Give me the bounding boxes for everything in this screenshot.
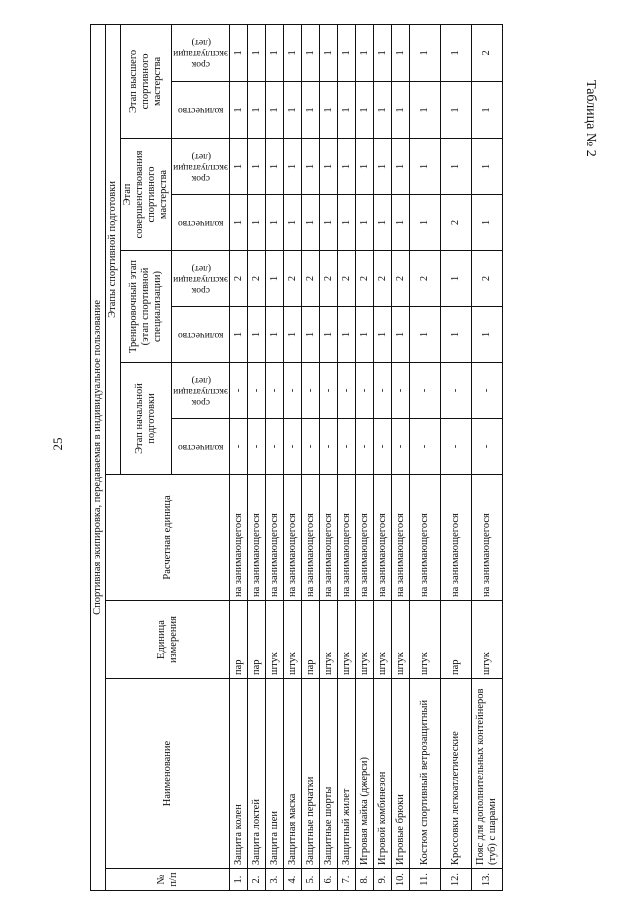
- table-row: [392, 24, 410, 890]
- term-header: срок эксплуатации (лет): [172, 251, 230, 307]
- item-unit: штук: [338, 601, 356, 679]
- term-cell: 2: [374, 251, 392, 307]
- item-unit: штук: [410, 601, 441, 679]
- term-cell: 1: [320, 24, 338, 81]
- term-cell: 1: [374, 24, 392, 81]
- qty-cell: -: [302, 419, 320, 475]
- term-cell: 1: [356, 139, 374, 195]
- col-calc-header: Расчетная единица: [106, 475, 230, 601]
- term-cell: 1: [410, 139, 441, 195]
- stage-training-header: Тренировочный этап (этап спортивной специализации): [121, 251, 172, 363]
- qty-cell: -: [392, 419, 410, 475]
- qty-cell: 1: [356, 82, 374, 139]
- qty-cell: 1: [374, 307, 392, 363]
- qty-cell: 1: [441, 82, 472, 139]
- row-number: 2.: [248, 869, 266, 891]
- term-cell: 1: [374, 139, 392, 195]
- term-cell: 2: [356, 251, 374, 307]
- table-row: [266, 24, 284, 890]
- item-calc-unit: на занимающегося: [266, 475, 284, 601]
- row-number: 12.: [441, 869, 472, 891]
- qty-cell: 1: [320, 82, 338, 139]
- qty-cell: 1: [284, 307, 302, 363]
- row-number: 1.: [230, 869, 248, 891]
- qty-cell: -: [441, 419, 472, 475]
- row-number: 5.: [302, 869, 320, 891]
- item-calc-unit: на занимающегося: [248, 475, 266, 601]
- qty-cell: -: [374, 419, 392, 475]
- qty-cell: 1: [392, 307, 410, 363]
- term-cell: 2: [392, 251, 410, 307]
- item-calc-unit: на занимающегося: [374, 475, 392, 601]
- term-cell: 1: [338, 139, 356, 195]
- term-cell: 1: [284, 24, 302, 81]
- qty-cell: -: [338, 419, 356, 475]
- qty-cell: 1: [374, 195, 392, 251]
- qty-cell: 1: [248, 195, 266, 251]
- item-name: Пояс для дополнительных контейнеров (туб) с шарами: [472, 679, 503, 869]
- table-row: [284, 24, 302, 890]
- term-cell: 1: [441, 251, 472, 307]
- qty-cell: 1: [338, 82, 356, 139]
- term-cell: 1: [230, 139, 248, 195]
- item-name: Игровая майка (джерси): [356, 679, 374, 869]
- item-name: Кроссовки легкоатлетические: [441, 679, 472, 869]
- term-cell: -: [472, 363, 503, 419]
- top-header: Спортивная экипировка, передаваемая в индивидуальное пользование: [91, 24, 106, 890]
- table-row: [230, 24, 248, 890]
- row-number: 7.: [338, 869, 356, 891]
- qty-cell: 1: [302, 82, 320, 139]
- page-number: 25: [50, 437, 65, 451]
- col-num-header: № п/п: [106, 869, 230, 891]
- qty-cell: 1: [266, 307, 284, 363]
- qty-cell: 1: [374, 82, 392, 139]
- qty-cell: 1: [410, 195, 441, 251]
- item-name: Защитные перчатки: [302, 679, 320, 869]
- qty-cell: -: [320, 419, 338, 475]
- qty-cell: 1: [248, 307, 266, 363]
- term-cell: 2: [410, 251, 441, 307]
- table-row: [410, 24, 441, 890]
- qty-cell: 1: [266, 82, 284, 139]
- term-cell: -: [392, 363, 410, 419]
- term-cell: 1: [338, 24, 356, 81]
- term-cell: -: [266, 363, 284, 419]
- col-unit-header: Единица измерения: [106, 601, 230, 679]
- equipment-table-wrapper: [90, 25, 635, 891]
- qty-cell: -: [284, 419, 302, 475]
- term-header: срок эксплуатации (лет): [172, 24, 230, 81]
- term-cell: 1: [410, 24, 441, 81]
- item-unit: штук: [374, 601, 392, 679]
- qty-cell: -: [266, 419, 284, 475]
- term-cell: -: [441, 363, 472, 419]
- item-calc-unit: на занимающегося: [410, 475, 441, 601]
- qty-cell: 1: [302, 195, 320, 251]
- term-cell: 1: [284, 139, 302, 195]
- item-name: Защитный жилет: [338, 679, 356, 869]
- qty-cell: 1: [338, 307, 356, 363]
- qty-cell: 1: [441, 307, 472, 363]
- row-number: 8.: [356, 869, 374, 891]
- table-row: [320, 24, 338, 890]
- term-cell: -: [320, 363, 338, 419]
- term-cell: -: [410, 363, 441, 419]
- item-unit: пар: [302, 601, 320, 679]
- qty-cell: 1: [392, 195, 410, 251]
- item-unit: пар: [230, 601, 248, 679]
- term-cell: -: [338, 363, 356, 419]
- term-cell: 1: [441, 139, 472, 195]
- term-cell: -: [230, 363, 248, 419]
- table-row: [356, 24, 374, 890]
- item-name: Защитные шорты: [320, 679, 338, 869]
- qty-cell: 1: [338, 195, 356, 251]
- term-cell: 2: [320, 251, 338, 307]
- item-name: Защита шеи: [266, 679, 284, 869]
- table-row: [248, 24, 266, 890]
- term-cell: 2: [230, 251, 248, 307]
- qty-cell: 2: [441, 195, 472, 251]
- qty-header: количество: [172, 195, 230, 251]
- qty-cell: 1: [284, 82, 302, 139]
- qty-cell: 1: [472, 82, 503, 139]
- qty-cell: -: [248, 419, 266, 475]
- stage-higher-header: Этап высшего спортивного мастерства: [121, 24, 172, 138]
- row-number: 10.: [392, 869, 410, 891]
- qty-cell: 1: [410, 82, 441, 139]
- term-cell: 1: [248, 24, 266, 81]
- term-cell: -: [248, 363, 266, 419]
- item-calc-unit: на занимающегося: [320, 475, 338, 601]
- term-cell: -: [356, 363, 374, 419]
- equipment-table: [90, 24, 503, 891]
- stage-improvement-header: Этап совершенствования спортивного мастерства: [121, 139, 172, 251]
- qty-cell: 1: [356, 195, 374, 251]
- term-cell: 2: [302, 251, 320, 307]
- qty-cell: 1: [320, 195, 338, 251]
- qty-cell: -: [472, 419, 503, 475]
- item-unit: штук: [356, 601, 374, 679]
- item-unit: штук: [472, 601, 503, 679]
- stage-initial-header: Этап начальной подготовки: [121, 363, 172, 475]
- item-calc-unit: на занимающегося: [472, 475, 503, 601]
- row-number: 9.: [374, 869, 392, 891]
- qty-cell: 1: [302, 307, 320, 363]
- term-cell: 2: [248, 251, 266, 307]
- qty-cell: 1: [356, 307, 374, 363]
- row-number: 6.: [320, 869, 338, 891]
- term-cell: 1: [266, 24, 284, 81]
- qty-cell: -: [230, 419, 248, 475]
- item-unit: пар: [248, 601, 266, 679]
- item-unit: штук: [320, 601, 338, 679]
- term-cell: 2: [472, 251, 503, 307]
- term-cell: 1: [392, 24, 410, 81]
- qty-cell: 1: [248, 82, 266, 139]
- term-cell: 1: [356, 24, 374, 81]
- item-unit: штук: [392, 601, 410, 679]
- qty-cell: 1: [392, 82, 410, 139]
- item-name: Защита локтей: [248, 679, 266, 869]
- qty-cell: 1: [410, 307, 441, 363]
- table-row: [441, 24, 472, 890]
- qty-cell: 1: [266, 195, 284, 251]
- item-name: Защитная маска: [284, 679, 302, 869]
- item-name: Игровой комбинезон: [374, 679, 392, 869]
- item-unit: пар: [441, 601, 472, 679]
- item-calc-unit: на занимающегося: [230, 475, 248, 601]
- item-calc-unit: на занимающегося: [284, 475, 302, 601]
- stages-header: Этапы спортивной подготовки: [106, 24, 121, 474]
- term-cell: -: [374, 363, 392, 419]
- row-number: 13.: [472, 869, 503, 891]
- item-calc-unit: на занимающегося: [356, 475, 374, 601]
- qty-cell: -: [410, 419, 441, 475]
- qty-cell: 1: [230, 307, 248, 363]
- item-unit: штук: [266, 601, 284, 679]
- table-body: [230, 24, 503, 890]
- table-row: [374, 24, 392, 890]
- item-calc-unit: на занимающегося: [441, 475, 472, 601]
- qty-cell: 1: [284, 195, 302, 251]
- term-cell: 2: [472, 24, 503, 81]
- table-caption: Таблица № 2: [583, 80, 598, 157]
- term-cell: 1: [248, 139, 266, 195]
- item-calc-unit: на занимающегося: [338, 475, 356, 601]
- col-name-header: Наименование: [106, 679, 230, 869]
- table-row: [472, 24, 503, 890]
- qty-cell: 1: [472, 307, 503, 363]
- item-unit: штук: [284, 601, 302, 679]
- qty-header: количество: [172, 307, 230, 363]
- term-cell: -: [284, 363, 302, 419]
- table-row: [338, 24, 356, 890]
- term-cell: 1: [441, 24, 472, 81]
- term-header: срок эксплуатации (лет): [172, 363, 230, 419]
- qty-cell: -: [356, 419, 374, 475]
- qty-cell: 1: [472, 195, 503, 251]
- term-cell: 1: [266, 251, 284, 307]
- term-cell: 2: [284, 251, 302, 307]
- term-cell: 1: [472, 139, 503, 195]
- item-name: Игровые брюки: [392, 679, 410, 869]
- item-calc-unit: на занимающегося: [392, 475, 410, 601]
- item-name: Костюм спортивный ветрозащитный: [410, 679, 441, 869]
- term-cell: 1: [302, 24, 320, 81]
- item-calc-unit: на занимающегося: [302, 475, 320, 601]
- qty-cell: 1: [320, 307, 338, 363]
- row-number: 11.: [410, 869, 441, 891]
- qty-header: количество: [172, 82, 230, 139]
- term-header: срок эксплуатации (лет): [172, 139, 230, 195]
- item-name: Защита колен: [230, 679, 248, 869]
- qty-header: количество: [172, 419, 230, 475]
- term-cell: 1: [392, 139, 410, 195]
- term-cell: 1: [230, 24, 248, 81]
- term-cell: 1: [266, 139, 284, 195]
- term-cell: 1: [320, 139, 338, 195]
- row-number: 3.: [266, 869, 284, 891]
- table-row: [302, 24, 320, 890]
- term-cell: 2: [338, 251, 356, 307]
- term-cell: -: [302, 363, 320, 419]
- qty-cell: 1: [230, 195, 248, 251]
- row-number: 4.: [284, 869, 302, 891]
- qty-cell: 1: [230, 82, 248, 139]
- term-cell: 1: [302, 139, 320, 195]
